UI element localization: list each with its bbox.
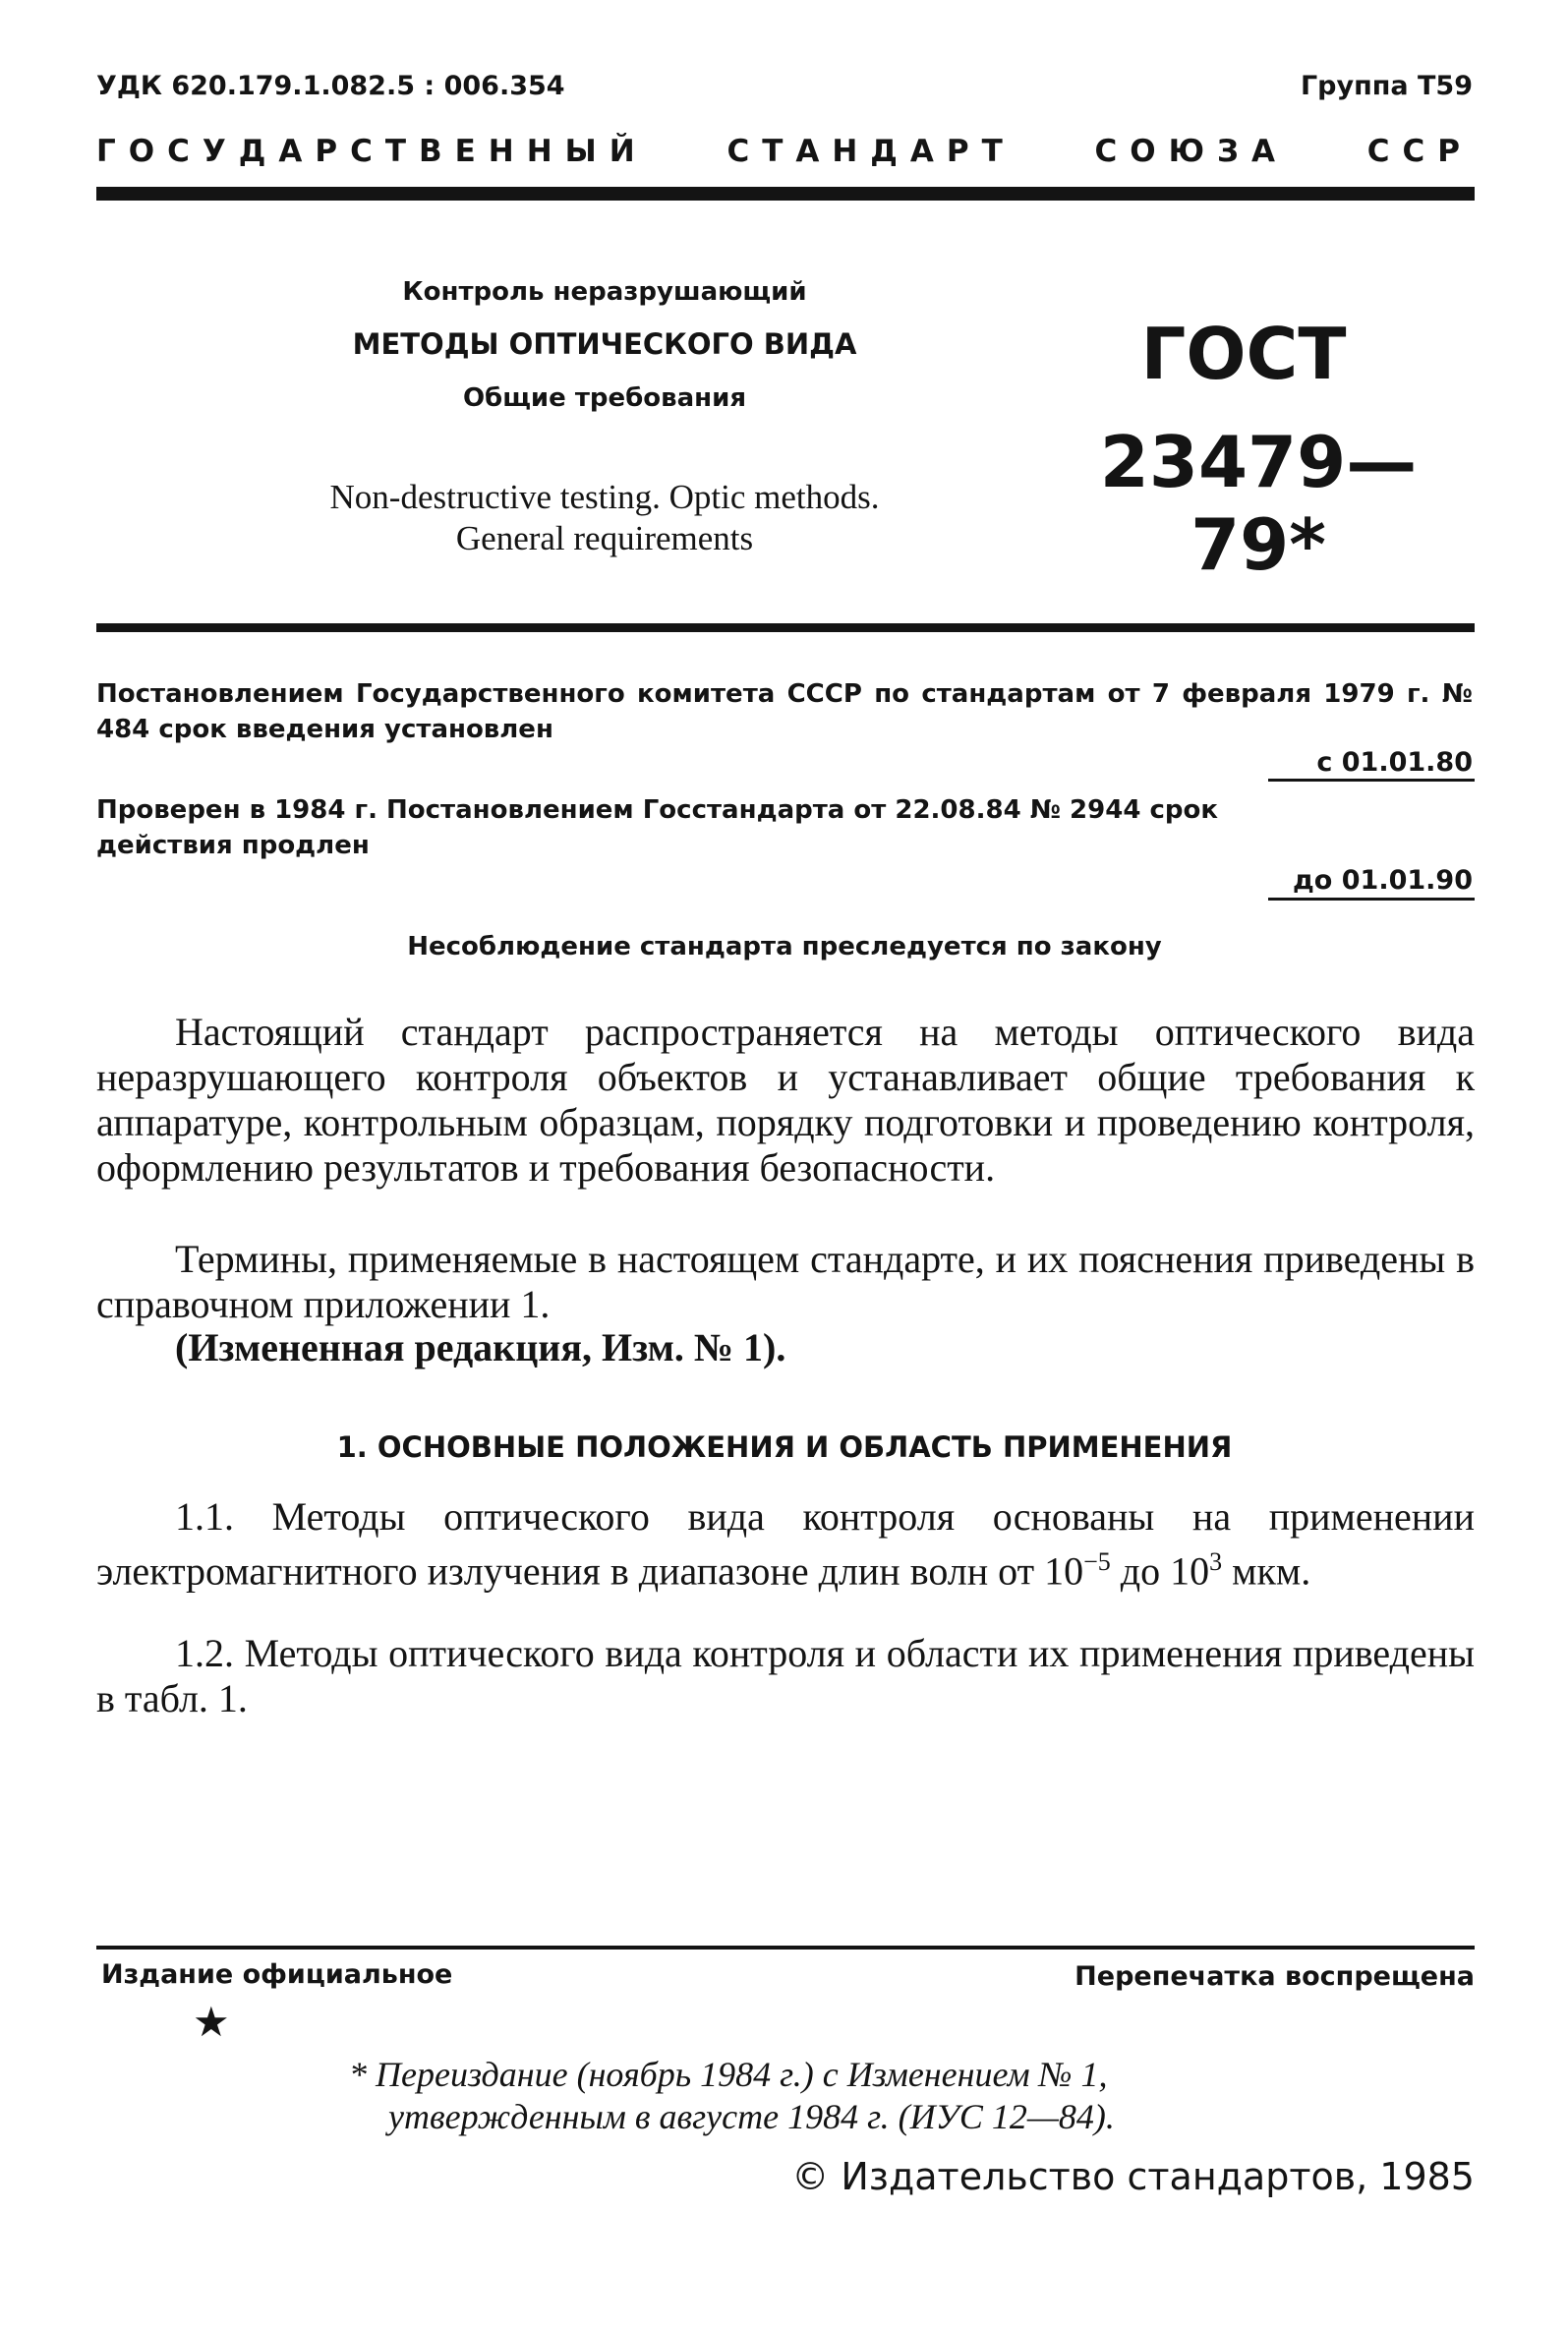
footnote-line-2: утвержденным в августе 1984 г. (ИУС 12—84).	[388, 2097, 1115, 2136]
state-standard-header	[96, 134, 1473, 169]
header-word-union: СОЮЗА	[1094, 134, 1289, 169]
paragraph-1-1	[96, 1494, 1475, 1594]
paragraph-1-2: 1.2. Методы оптического вида контроля и области их применения приведены в табл. 1.	[96, 1631, 1475, 1720]
paragraph-1-1-middle: до 10	[1110, 1548, 1210, 1594]
extension-date: до 01.01.90	[1293, 865, 1473, 896]
title-line-3: Общие требования	[462, 383, 747, 413]
gost-label: ГОСТ	[1140, 313, 1347, 395]
udk-code: УДК 620.179.1.082.5 : 006.354	[96, 71, 565, 101]
reprint-prohibited: Перепечатка воспрещена	[1074, 1961, 1475, 1992]
header-word-standard: СТАНДАРТ	[726, 134, 1016, 169]
decree-text-2: Проверен в 1984 г. Постановлением Госстандарта от 22.08.84 № 2944 срок действия продлен	[96, 795, 1219, 860]
paragraph-1-1-start: 1.1. Методы оптического вида контроля основаны на применении электромагнитного излучения в диапазоне длин волн от 10	[96, 1494, 1475, 1594]
official-edition: Издание официальное	[101, 1959, 453, 1990]
star-icon: ★	[193, 1998, 230, 2046]
paragraph-1-1-end: мкм.	[1222, 1548, 1311, 1594]
intro-paragraph: Настоящий стандарт распространяется на методы оптического вида неразрушающего контроля объектов и устанавливает общие требования к аппаратуре, контрольным образцам, порядку подготовки и проведению контроля, оформлению результатов и требования безопасности.	[96, 1010, 1475, 1190]
header-word-ussr: ССР	[1366, 134, 1473, 169]
extension-date-rule	[1268, 898, 1475, 901]
paragraph-1-1-exponent-2: 3	[1209, 1547, 1223, 1576]
effective-date: с 01.01.80	[1316, 747, 1473, 778]
paragraph-1-1-exponent-1: −5	[1083, 1547, 1111, 1576]
header-rule	[96, 187, 1475, 201]
header-word-state: ГОСУДАРСТВЕННЫЙ	[96, 134, 648, 169]
english-title-line-1: Non-destructive testing. Optic methods.	[329, 478, 880, 516]
footnote-line-1: * Переиздание (ноябрь 1984 г.) с Изменением № 1,	[349, 2055, 1108, 2094]
effective-date-rule	[1268, 779, 1475, 782]
english-title-line-2: General requirements	[455, 519, 754, 557]
footer-rule	[96, 1946, 1475, 1950]
terms-paragraph: Термины, применяемые в настоящем стандарте, и их пояснения приведены в справочном приложении 1.	[96, 1237, 1475, 1326]
copyright-notice: © Издательство стандартов, 1985	[791, 2155, 1475, 2198]
title-line-1: Контроль неразрушающий	[402, 277, 807, 307]
amendment-note: (Измененная редакция, Изм. № 1).	[175, 1325, 786, 1369]
title-line-2: МЕТОДЫ ОПТИЧЕСКОГО ВИДА	[352, 327, 857, 361]
gost-number: 23479—79*	[1099, 421, 1418, 586]
title-rule	[96, 623, 1475, 632]
section-1-title: 1. ОСНОВНЫЕ ПОЛОЖЕНИЯ И ОБЛАСТЬ ПРИМЕНЕНИЯ	[336, 1430, 1233, 1464]
legal-warning: Несоблюдение стандарта преследуется по закону	[407, 932, 1162, 961]
decree-text-1: Постановлением Государственного комитета СССР по стандартам от 7 февраля 1979 г. № 484 срок введения установлен	[96, 679, 1473, 744]
group-code: Группа Т59	[1300, 71, 1473, 101]
